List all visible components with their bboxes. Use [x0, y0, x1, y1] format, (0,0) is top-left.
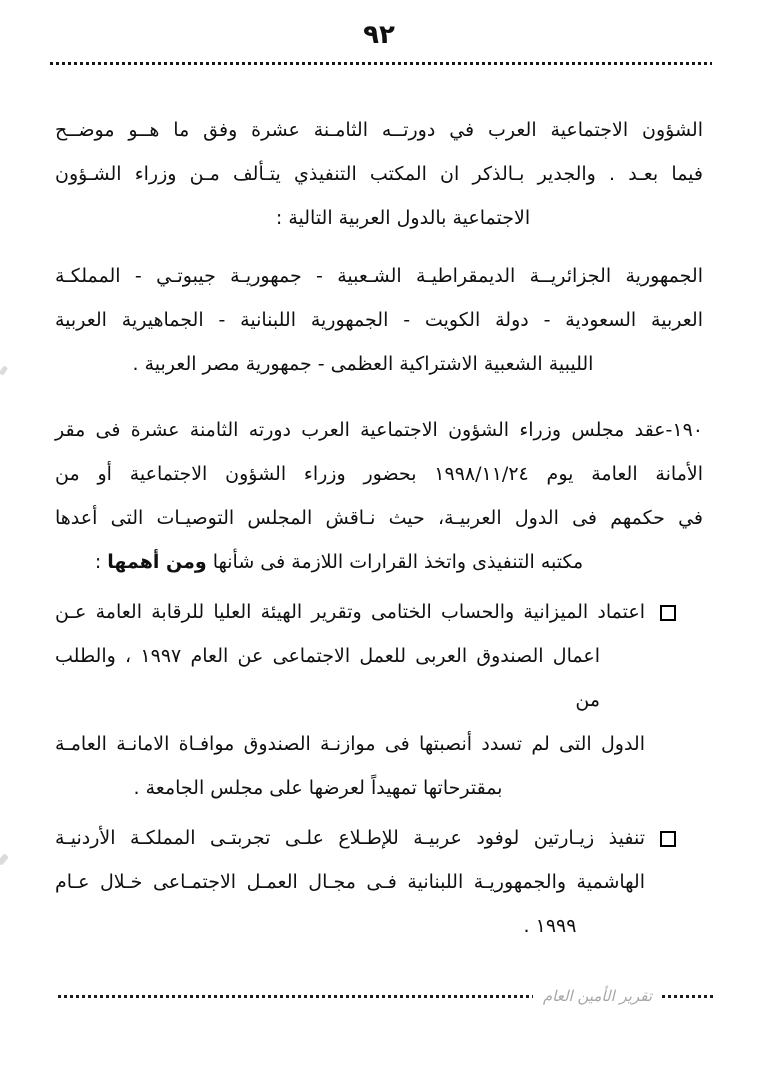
bullet-column	[645, 816, 703, 948]
bold-text-segment: ومن أهمها	[107, 551, 207, 573]
text-segment: مكتبه التنفيذى واتخذ القرارات اللازمة فى شأنها	[206, 551, 584, 573]
text-line: الهاشمية والجمهوريـة اللبنانية فـى مجـال العمـل الاجتمـاعى خـلال عـام	[55, 871, 645, 893]
list-item-text	[55, 816, 645, 948]
page-footer	[58, 984, 714, 1008]
footer-dashed-rule	[662, 995, 714, 998]
scan-artifact	[0, 365, 8, 375]
text-line: الأمانة العامة يوم ١٩٩٨/١١/٢٤ بحضور وزراء الشؤون الاجتماعية أو من	[55, 463, 703, 485]
text-line: الاجتماعية بالدول العربية التالية :	[275, 207, 531, 229]
paragraph-countries-list	[55, 254, 703, 386]
list-item-text	[55, 590, 645, 810]
text-line: في حكمهم فى الدول العربيـة، حيث نـاقش المجلس التوصيـات التى أعدها	[55, 507, 703, 529]
text-line: ١٩٩٩ .	[523, 915, 577, 937]
footer-dashed-rule	[58, 995, 533, 998]
bullet-column	[645, 590, 703, 810]
scan-artifact	[0, 853, 9, 865]
text-line: اعتماد الميزانية والحساب الختامى وتقرير الهيئة العليا للرقابة العامة عـن	[55, 601, 645, 623]
list-item	[55, 590, 703, 810]
text-line: الشؤون الاجتماعية العرب في دورتــه الثامـنة عشرة وفق ما هــو موضــح	[55, 119, 703, 141]
text-line: الدول التى لم تسدد أنصبتها فى موازنـة الصندوق موافـاة الامانـة العامـة	[55, 733, 645, 755]
text-line	[55, 540, 703, 584]
text-line: اعمال الصندوق العربى للعمل الاجتماعى عن العام ١٩٩٧ ، والطلب من	[55, 645, 600, 711]
paragraph-intro	[55, 108, 703, 240]
text-line: فيما بعـد . والجدير بـالذكر ان المكتب التنفيذي يتـألف مـن وزراء الشـؤون	[55, 163, 703, 185]
text-line: العربية السعودية - دولة الكويت - الجمهورية اللبنانية - الجماهيرية العربية	[55, 309, 703, 331]
text-line: ١٩٠-عقد مجلس وزراء الشؤون الاجتماعية العرب دورته الثامنة عشرة فى مقر	[55, 419, 703, 441]
footer-note: تقرير الأمين العام	[542, 987, 652, 1005]
text-line: تنفيذ زيـارتين لوفود عربيـة للإطـلاع علـى تجربتـى المملكـة الأردنيـة	[55, 827, 645, 849]
text-line: بمقترحاتها تمهيداً لعرضها على مجلس الجامعة .	[133, 777, 503, 799]
square-bullet-icon	[660, 831, 676, 847]
text-segment: :	[94, 551, 108, 573]
square-bullet-icon	[660, 605, 676, 621]
list-item	[55, 816, 703, 948]
paragraph-item-190	[55, 408, 703, 584]
page-number: ٩٢	[363, 20, 395, 50]
text-line: الجمهورية الجزائريــة الديمقراطيـة الشـعبية - جمهوريـة جيبوتـي - المملكـة	[55, 265, 703, 287]
page-body	[55, 108, 703, 954]
text-line: الليبية الشعبية الاشتراكية العظمى - جمهورية مصر العربية .	[132, 353, 594, 375]
bulleted-list	[55, 590, 703, 948]
header-dashed-rule	[50, 62, 712, 65]
